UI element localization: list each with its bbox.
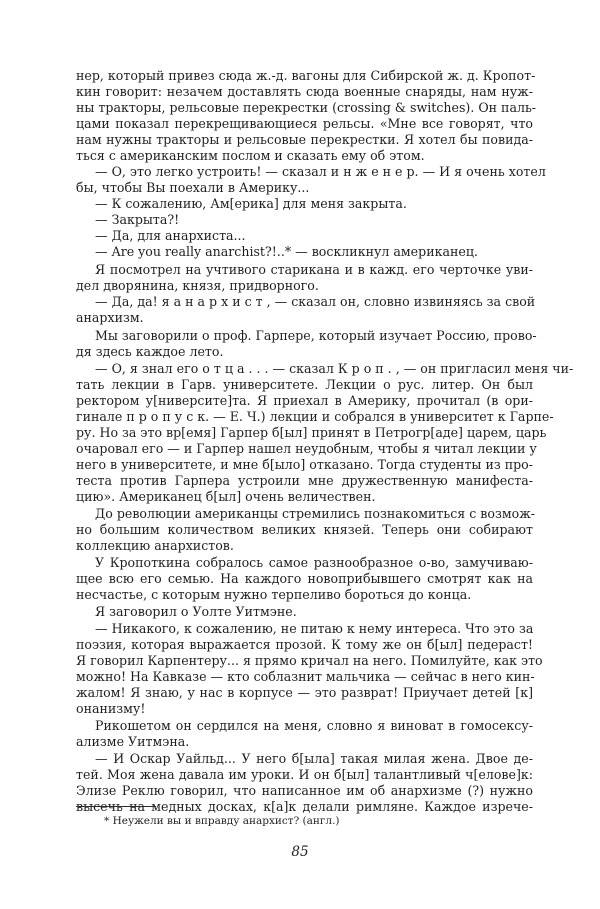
text-line: анархизм. — [76, 310, 144, 325]
text-line: кин говорит: незачем доставлять сюда военные снаряды, нам нуж- — [76, 84, 533, 99]
footnote-rule — [76, 806, 156, 807]
text-line: бы, чтобы Вы поехали в Америку... — [76, 180, 310, 195]
text-line: ться с американским послом и сказать ему об этом. — [76, 148, 425, 163]
text-line: Я заговорил о Уолте Уитмэне. — [95, 604, 297, 619]
text-line: — Да, да! я а н а р х и с т , — сказал он, словно извиняясь за свой — [95, 294, 536, 309]
text-line: тей. Моя жена давала им уроки. И он б[ыл] талантливый ч[елове]к: — [76, 767, 533, 782]
text-line: очаровал его — и Гарпер нашел неудобным, чтобы я читал лекции у — [76, 441, 537, 456]
text-line: — К сожалению, Ам[ерика] для меня закрыта. — [95, 196, 407, 211]
text-line: дя здесь каждое лето. — [76, 344, 224, 359]
text-line: коллекцию анархистов. — [76, 538, 234, 553]
text-line: но большим количеством великих князей. Теперь они собирают — [76, 522, 533, 537]
text-line: Мы заговорили о проф. Гарпере, который изучает Россию, прово- — [95, 328, 537, 343]
text-line: цию». Американец б[ыл] очень величествен. — [76, 489, 376, 504]
text-line: — Никакого, к сожалению, не питаю к нему интереса. Что это за — [95, 621, 534, 636]
text-line: Рикошетом он сердился на меня, словно я виноват в гомосексу- — [95, 718, 533, 733]
text-line: ректором у[ниверсите]та. Я приехал в Америку, прочитал (в ори- — [76, 393, 533, 408]
text-line: Я посмотрел на учтивого старикана и в кажд. его черточке уви- — [95, 262, 533, 277]
text-line: — О, это легко устроить! — сказал и н ж е н е р. — И я очень хотел — [95, 164, 546, 179]
text-line: цами показал перекрещивающиеся рельсы. «Мне все говорят, что — [76, 116, 533, 131]
text-line: нер, который привез сюда ж.-д. вагоны для Сибирской ж. д. Кропот- — [76, 68, 536, 83]
footnote: * Неужели вы и вправду анархист? (англ.) — [104, 815, 340, 827]
text-line: жалом! Я знаю, у нас в корпусе — это разврат! Приучает детей [к] — [76, 685, 533, 700]
text-line: несчастье, с которым нужно терпеливо бороться до конца. — [76, 587, 472, 602]
text-line: У Кропоткина собралось самое разнообразное о-во, замучиваю- — [95, 555, 533, 570]
text-line: гинале п р о п у с к. — Е. Ч.) лекции и собрался в университет к Гарпе- — [76, 409, 554, 424]
text-line: нам нужны тракторы и рельсовые перекрестки. Я хотел бы повида- — [76, 132, 533, 147]
text-line: — О, я знал его о т ц а . . . — сказал К р о п . , — он пригласил меня чи- — [95, 361, 574, 376]
text-line: — Are you really anarchist?!..* — воскликнул американец. — [95, 244, 478, 259]
text-line: онанизму! — [76, 701, 146, 716]
text-line: — Да, для анархиста... — [95, 228, 246, 243]
text-line: теста против Гарпера устроили мне дружественную манифеста- — [76, 473, 533, 488]
text-line: можно! На Кавказе — кто соблазнит мальчика — сейчас в него кин- — [76, 669, 535, 684]
text-line: дел дворянина, князя, придворного. — [76, 278, 319, 293]
text-line: Элизе Реклю говорил, что написанное им об анархизме (?) нужно — [76, 783, 533, 798]
text-line: — И Оскар Уайльд... У него б[ыла] такая милая жена. Двое де- — [95, 751, 533, 766]
text-line: тать лекции в Гарв. университете. Лекции о рус. литер. Он был — [76, 377, 533, 392]
text-line: ны тракторы, рельсовые перекрестки (crossing & switches). Он паль- — [76, 100, 537, 115]
text-line: До революции американцы стремились познакомиться с возмож- — [95, 506, 536, 521]
text-line: — Закрыта?! — [95, 212, 180, 227]
text-line: поэзия, которая выражается прозой. К тому же он б[ыл] педераст! — [76, 637, 533, 652]
text-line: высечь на медных досках, к[а]к делали римляне. Каждое изрече- — [76, 799, 533, 814]
page-number: 85 — [291, 844, 309, 860]
text-line: ру. Но за это вр[емя] Гарпер б[ыл] принят в Петрогр[аде] царем, царь — [76, 425, 547, 440]
text-line: Я говорил Карпентеру... я прямо кричал на него. Помилуйте, как это — [76, 653, 543, 668]
text-line: него в университете, и мне б[ыло] отказано. Тогда студенты из про- — [76, 457, 533, 472]
text-line: ализме Уитмэна. — [76, 734, 190, 749]
text-line: щее всю его семью. На каждого новоприбывшего смотрят как на — [76, 571, 533, 586]
